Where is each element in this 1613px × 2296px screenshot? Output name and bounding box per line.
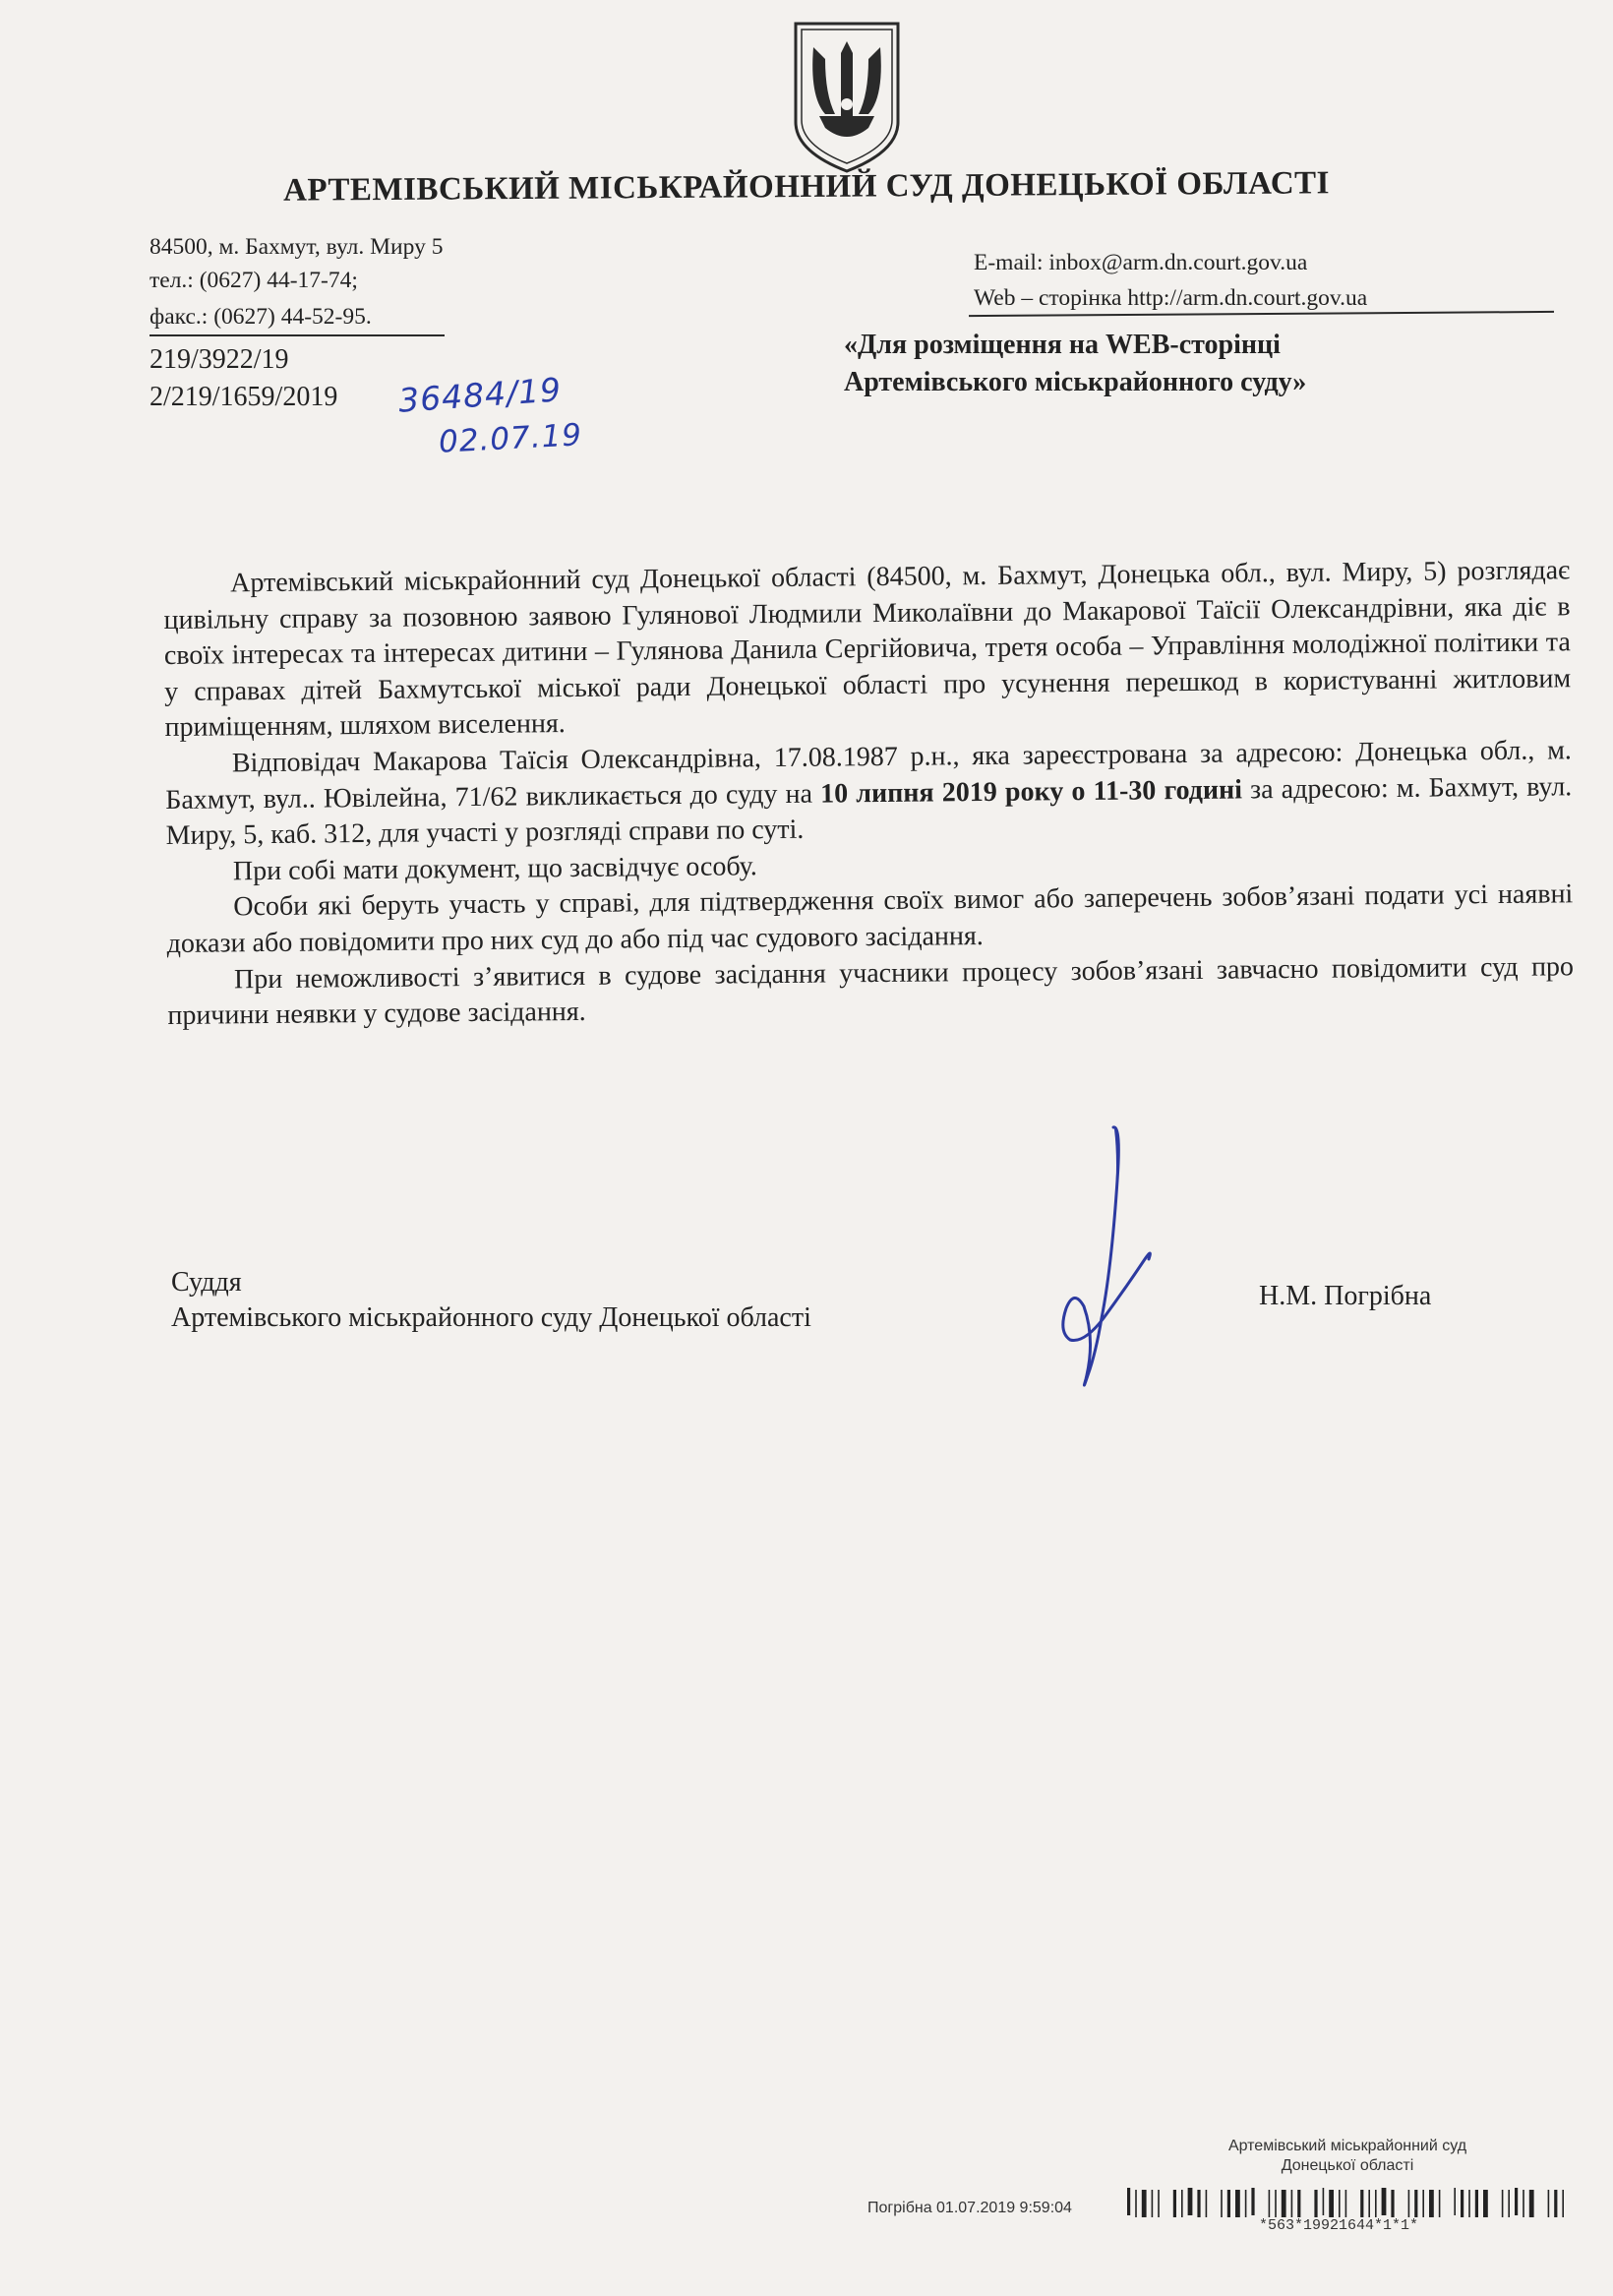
barcode-bar bbox=[1251, 2188, 1254, 2215]
barcode-bar bbox=[1515, 2188, 1518, 2215]
barcode-bar bbox=[1368, 2190, 1370, 2217]
barcode-bar bbox=[1408, 2190, 1410, 2217]
barcode-bar bbox=[1297, 2190, 1300, 2217]
barcode-bar bbox=[1562, 2190, 1564, 2217]
barcode-bar bbox=[1269, 2190, 1271, 2217]
barcode-bar bbox=[1429, 2190, 1434, 2217]
barcode-bar bbox=[1181, 2190, 1183, 2217]
barcode-bar bbox=[1523, 2190, 1524, 2217]
barcode-bar bbox=[1235, 2190, 1240, 2217]
barcode-bar bbox=[1339, 2190, 1341, 2217]
barcode-bar bbox=[1345, 2190, 1347, 2217]
barcode-bar bbox=[1414, 2190, 1417, 2217]
web-note-line1: «Для розміщення на WEB-сторінці bbox=[844, 330, 1281, 360]
barcode-bar bbox=[1173, 2190, 1176, 2217]
barcode-bar bbox=[1227, 2190, 1230, 2217]
barcode-bar bbox=[1461, 2190, 1464, 2217]
body-paragraph-2 bbox=[165, 733, 1573, 855]
court-fax: факс.: (0627) 44-52-95. bbox=[149, 304, 372, 330]
trident-coat-of-arms-icon bbox=[790, 20, 904, 175]
barcode-bar bbox=[1529, 2190, 1534, 2217]
handwritten-signature bbox=[1023, 1121, 1190, 1407]
barcode-bar bbox=[1375, 2190, 1377, 2217]
stamp-court-line1: Артемівський міськрайонний суд bbox=[1227, 2138, 1467, 2154]
hearing-datetime: 10 липня 2019 року о 11-30 годині bbox=[820, 774, 1243, 810]
barcode-bar bbox=[1291, 2190, 1293, 2217]
barcode-bar bbox=[1142, 2190, 1147, 2217]
barcode-bar bbox=[1475, 2190, 1478, 2217]
barcode-bar bbox=[1282, 2190, 1286, 2217]
body-paragraph-4: Особи які беруть участь у справі, для підтвердження своїх вимог або заперечень зобов’язані подати усі наявні докази або повідомити про них суд до або під час судового засідання. bbox=[166, 878, 1574, 959]
barcode-bar bbox=[1548, 2190, 1550, 2217]
barcode-text: *563*19921644*1*1* bbox=[1259, 2217, 1419, 2234]
barcode-bar bbox=[1197, 2190, 1200, 2217]
judge-name: Н.М. Погрібна bbox=[1259, 1281, 1432, 1311]
barcode-bar bbox=[1454, 2188, 1456, 2215]
p2-text-start: Відповідач Макарова Таїсія Олександрівна, 17.08.1987 р.н., яка зареєстрована за адресою: Донецька обл., м. Бахмут, вул.. Ювілейна, 71/62 викликається до суду на bbox=[165, 735, 1573, 816]
court-website: Web – сторінка http://arm.dn.court.gov.ua bbox=[974, 285, 1368, 311]
barcode-bar bbox=[1422, 2190, 1424, 2217]
judge-role-line1: Суддя bbox=[171, 1267, 242, 1298]
barcode-bar bbox=[1206, 2190, 1208, 2217]
barcode-bar bbox=[1314, 2190, 1317, 2217]
court-title: АРТЕМІВСЬКИЙ МІСЬКРАЙОННИЙ СУД ДОНЕЦЬКОЇ ОБЛАСТІ bbox=[282, 165, 1331, 209]
header-divider-left bbox=[149, 334, 445, 336]
registry-stamp bbox=[1161, 2137, 1534, 2176]
proceeding-number: 2/219/1659/2019 bbox=[149, 382, 338, 412]
barcode-bar bbox=[1508, 2190, 1510, 2217]
barcode-bar bbox=[1135, 2190, 1137, 2217]
web-note-line2: Артемівського міськрайонного суду» bbox=[844, 367, 1307, 397]
barcode-bar bbox=[1152, 2190, 1154, 2217]
judge-role bbox=[171, 1265, 811, 1336]
barcode-bar bbox=[1483, 2190, 1488, 2217]
barcode-bar bbox=[1554, 2190, 1557, 2217]
web-publication-note bbox=[844, 327, 1306, 401]
barcode-bar bbox=[1360, 2190, 1363, 2217]
handwritten-date: 02.07.19 bbox=[438, 417, 583, 460]
body-paragraph-5: При неможливості з’явитися в судове засідання учасники процесу зобов’язані завчасно повідомити суд про причини неявки у судове засідання. bbox=[167, 950, 1575, 1032]
barcode-bar bbox=[1329, 2190, 1334, 2217]
barcode-bar bbox=[1391, 2190, 1394, 2217]
summons-body bbox=[163, 553, 1575, 1034]
barcode-bar bbox=[1127, 2188, 1130, 2215]
body-paragraph-3: При собі мати документ, що засвідчує особу. bbox=[232, 850, 757, 887]
stamp-court-line2: Донецької області bbox=[1281, 2157, 1414, 2174]
barcode-bar bbox=[1188, 2188, 1193, 2215]
barcode-bar bbox=[1245, 2190, 1247, 2217]
barcode-bar bbox=[1439, 2190, 1441, 2217]
barcode-bar bbox=[1468, 2190, 1470, 2217]
barcode-bar bbox=[1502, 2190, 1504, 2217]
court-email: E-mail: inbox@arm.dn.court.gov.ua bbox=[974, 250, 1308, 275]
registry-user-timestamp: Погрібна 01.07.2019 9:59:04 bbox=[867, 2200, 1072, 2216]
barcode-bar bbox=[1221, 2190, 1223, 2217]
court-address: 84500, м. Бахмут, вул. Миру 5 bbox=[149, 234, 444, 260]
barcode-bar bbox=[1275, 2190, 1277, 2217]
court-phone: тел.: (0627) 44-17-74; bbox=[149, 268, 358, 293]
barcode-bar bbox=[1158, 2190, 1160, 2217]
body-paragraph-1: Артемівський міськрайонний суд Донецької області (84500, м. Бахмут, Донецька обл., вул. Миру, 5) розглядає цивільну справу за позовною заявою Гулянової Людмили Миколаївни до Макарової Таїсії Олександрівни, яка діє в своїх інтересах та інтересах дитини – Гулянова Данила Сергійовича, третя особа – Управління молодіжної політики та у справах дітей Бахмутської міської ради Донецької області про усунення перешкод в користуванні житловим приміщенням, шляхом виселення. bbox=[163, 555, 1572, 744]
case-number: 219/3922/19 bbox=[149, 344, 289, 375]
judge-role-line2: Артемівського міськрайонного суду Донецької області bbox=[171, 1302, 811, 1333]
p2-text-end: за адресою: м. Бахмут, вул. Миру, 5, каб. 312, для участі у розгляді справи по суті. bbox=[165, 770, 1573, 852]
barcode-bar bbox=[1382, 2188, 1387, 2215]
handwritten-registration-number: 36484/19 bbox=[396, 370, 564, 420]
barcode-bar bbox=[1323, 2188, 1325, 2215]
